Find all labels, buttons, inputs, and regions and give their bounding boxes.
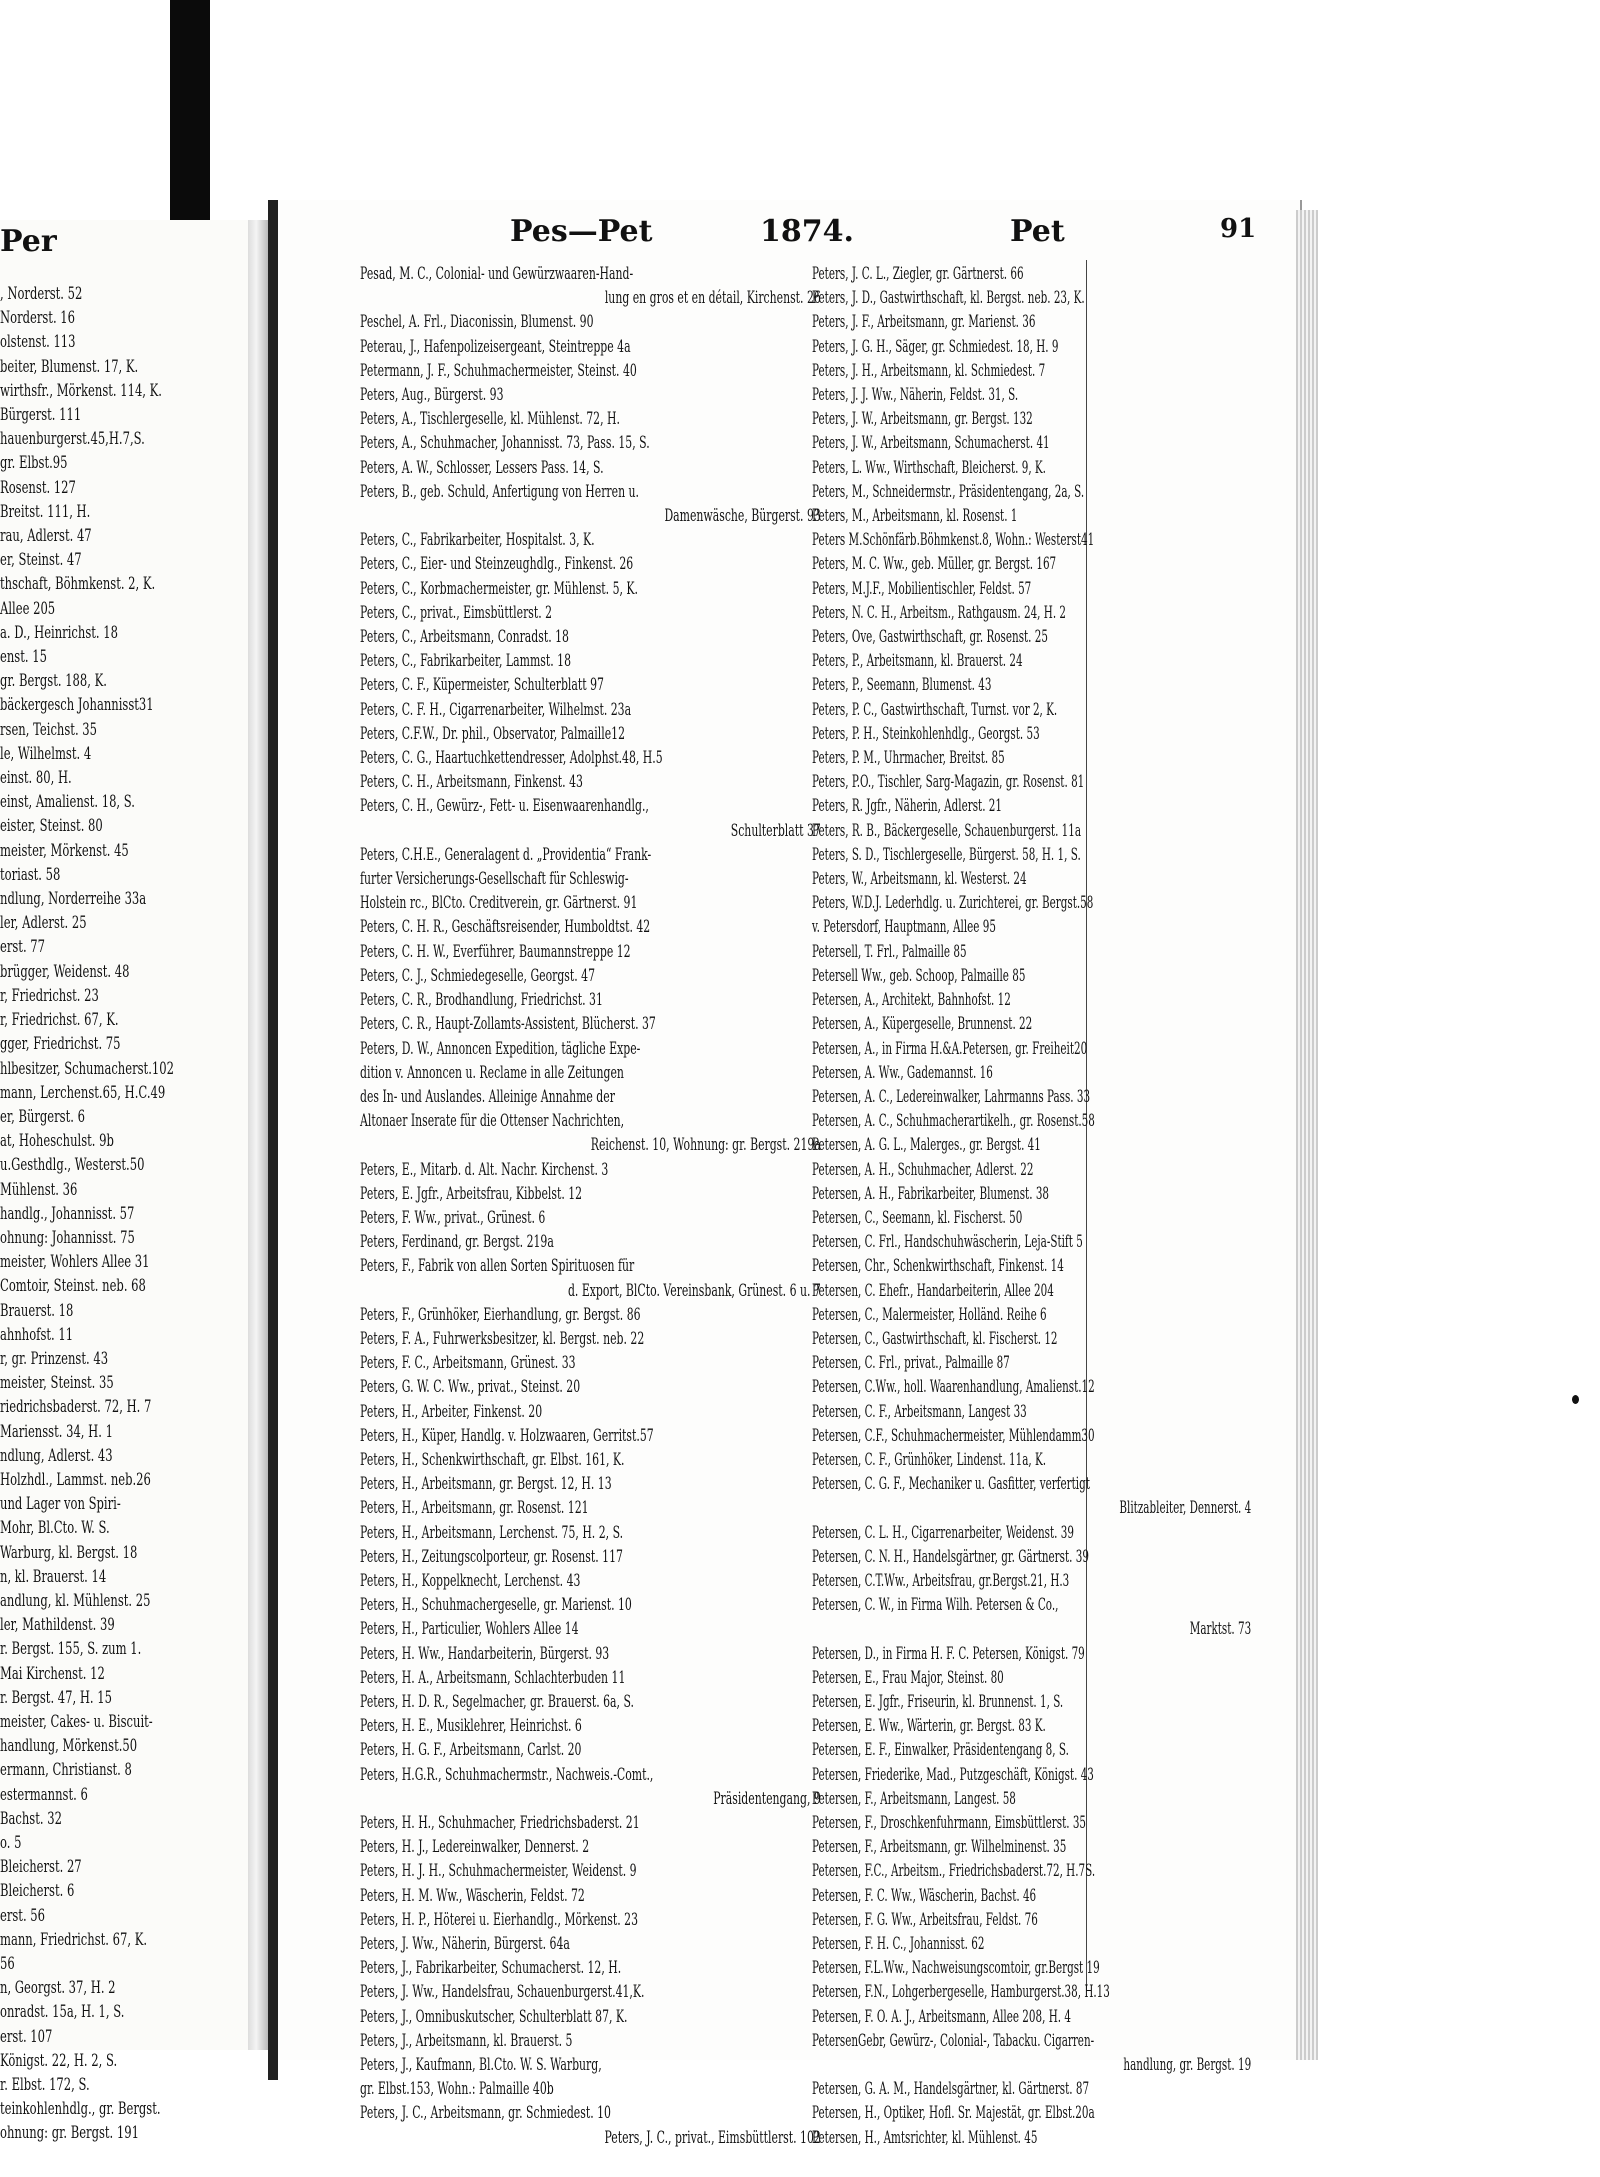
directory-entry-line: er, Bürgerst. 6 xyxy=(0,1106,85,1127)
directory-entry-line: Peters, J. C., privat., Eimsbüttlerst. 102 xyxy=(604,2127,821,2148)
directory-entry-line: Bleicherst. 27 xyxy=(0,1857,82,1878)
directory-entry-line: Peters, J. G. H., Säger, gr. Schmiedest. 18, H. 9 xyxy=(812,336,1059,357)
page-number: 91 xyxy=(1220,214,1257,244)
directory-entry-line: Petersen, F. H. C., Johannisst. 62 xyxy=(812,1934,985,1955)
directory-entry-line: Peters M.Schönfärb.Böhmkenst.8, Wohn.: Westerst41 xyxy=(812,530,1095,551)
directory-entry-line: Peters, J. C., Arbeitsmann, gr. Schmiedest. 10 xyxy=(360,2103,611,2124)
directory-entry-line: Mühlenst. 36 xyxy=(0,1179,78,1200)
directory-entry-line: Peters, H. E., Musiklehrer, Heinrichst. 6 xyxy=(360,1716,582,1737)
directory-entry-line: Peters, F. A., Fuhrwerksbesitzer, kl. Bergst. neb. 22 xyxy=(360,1328,645,1349)
directory-entry-line: hlbesitzer, Schumacherst.102 xyxy=(0,1058,174,1079)
directory-entry-line: Bachst. 32 xyxy=(0,1808,62,1829)
directory-entry-line: Rosenst. 127 xyxy=(0,477,76,498)
directory-entry-line: Peters, N. C. H., Arbeitsm., Rathgausm. 24, H. 2 xyxy=(812,602,1067,623)
directory-entry-line: Holzhdl., Lammst. neb.26 xyxy=(0,1469,151,1490)
directory-entry-line: Petersen, F. C. Ww., Wäscherin, Bachst. 46 xyxy=(812,1885,1037,1906)
directory-entry-line: Petersen, G. A. M., Handelsgärtner, kl. Gärtnerst. 87 xyxy=(812,2079,1090,2100)
header-year: 1874. xyxy=(760,214,854,249)
directory-entry-line: Peters, W.D.J. Lederhdlg. u. Zurichterei, gr. Bergst.58 xyxy=(812,893,1094,914)
directory-entry-line: Peters, H., Arbeitsmann, gr. Rosenst. 121 xyxy=(360,1498,589,1519)
directory-entry-line: meister, Steinst. 35 xyxy=(0,1373,114,1394)
directory-entry-line: Petersen, H., Optiker, Hofl. Sr. Majestät, gr. Elbst.20a xyxy=(812,2103,1095,2124)
directory-entry-line: handlung, Mörkenst.50 xyxy=(0,1736,138,1757)
directory-entry-line: Peters, C.H.E., Generalagent d. „Providentia“ Frank- xyxy=(360,844,652,865)
directory-entry-line: toriast. 58 xyxy=(0,864,61,885)
directory-entry-line: Petersen, C. W., in Firma Wilh. Petersen & Co., xyxy=(812,1595,1059,1616)
directory-entry-line: teinkohlenhdlg., gr. Bergst. xyxy=(0,2099,161,2120)
directory-entry-line: Peters, H. M. Ww., Wäscherin, Feldst. 72 xyxy=(360,1885,585,1906)
directory-entry-line: Petersen, C. Frl., privat., Palmaille 87 xyxy=(812,1353,1010,1374)
left-page-header: Per xyxy=(0,224,57,259)
directory-entry-line: handlg., Johannisst. 57 xyxy=(0,1203,135,1224)
directory-entry-line: Petersen, E. F., Einwalker, Präsidentengang 8, S. xyxy=(812,1740,1069,1761)
directory-entry-line: Peters, H. P., Höterei u. Eierhandlg., Mörkenst. 23 xyxy=(360,1909,639,1930)
directory-entry-line: Petersen, F. G. Ww., Arbeitsfrau, Feldst. 76 xyxy=(812,1909,1038,1930)
directory-entry-line: andlung, kl. Mühlenst. 25 xyxy=(0,1590,151,1611)
directory-entry-line: Peters, P. M., Uhrmacher, Breitst. 85 xyxy=(812,748,1005,769)
directory-entry-line: Petersen, A., Küpergeselle, Brunnenst. 22 xyxy=(812,1014,1033,1035)
open-book-scan xyxy=(0,200,1330,2148)
directory-entry-line: r, gr. Prinzenst. 43 xyxy=(0,1348,109,1369)
directory-entry-line: wirthsfr., Mörkenst. 114, K. xyxy=(0,380,162,401)
directory-entry-line: gger, Friedrichst. 75 xyxy=(0,1034,121,1055)
directory-entry-line: Comtoir, Steinst. neb. 68 xyxy=(0,1276,146,1297)
directory-entry-line: Peschel, A. Frl., Diaconissin, Blumenst. 90 xyxy=(360,312,594,333)
directory-entry-line: Peters, H., Arbeiter, Finkenst. 20 xyxy=(360,1401,543,1422)
directory-entry-line: Peters, J., Fabrikarbeiter, Schumacherst. 12, H. xyxy=(360,1958,622,1979)
directory-entry-line: des In- und Auslandes. Alleinige Annahme der xyxy=(360,1086,615,1107)
directory-entry-line: Altonaer Inserate für die Ottenser Nachrichten, xyxy=(360,1111,625,1132)
directory-entry-line: Peters, C., privat., Eimsbüttlerst. 2 xyxy=(360,602,553,623)
directory-entry-line: Königst. 22, H. 2, S. xyxy=(0,2050,118,2071)
directory-entry-line: furter Versicherungs-Gesellschaft für Schleswig- xyxy=(360,869,629,890)
directory-entry-line: Peters, F. C., Arbeitsmann, Grünest. 33 xyxy=(360,1353,576,1374)
directory-entry-line: Petersen, E. Jgfr., Friseurin, kl. Brunnenst. 1, S. xyxy=(812,1691,1064,1712)
directory-entry-line: n, kl. Brauerst. 14 xyxy=(0,1566,107,1587)
directory-entry-line: Petersen, H., Amtsrichter, kl. Mühlenst. 45 xyxy=(812,2127,1038,2148)
directory-entry-line: Peters, M., Schneidermstr., Präsidentengang, 2a, S. xyxy=(812,481,1085,502)
directory-entry-line: Peters, H.G.R., Schuhmachermstr., Nachweis.-Comt., xyxy=(360,1764,654,1785)
directory-entry-line: Peters, L. Ww., Wirthschaft, Bleicherst. 9, K. xyxy=(812,457,1046,478)
directory-entry-line: Peters, M. C. Ww., geb. Müller, gr. Bergst. 167 xyxy=(812,554,1057,575)
directory-entry-line: Peters, J., Arbeitsmann, kl. Brauerst. 5 xyxy=(360,2030,573,2051)
directory-entry-line: Petersen, A. Ww., Gademannst. 16 xyxy=(812,1062,993,1083)
page-stack-edge xyxy=(1296,210,1318,2060)
directory-entry-line: Peters, H. J. H., Schuhmachermeister, Weidenst. 9 xyxy=(360,1861,637,1882)
directory-entry-line: o. 5 xyxy=(0,1833,22,1853)
directory-entry-line: r. Bergst. 47, H. 15 xyxy=(0,1687,112,1708)
directory-entry-line: lung en gros et en détail, Kirchenst. 26 xyxy=(604,288,821,309)
directory-entry-line: Peters, E., Mitarb. d. Alt. Nachr. Kirchenst. 3 xyxy=(360,1159,609,1180)
directory-entry-line: Peters, P., Seemann, Blumenst. 43 xyxy=(812,675,992,696)
directory-entry-line: Peters, C. H. W., Everführer, Baumannstreppe 12 xyxy=(360,941,631,962)
directory-entry-line: enst. 15 xyxy=(0,647,47,668)
directory-entry-line: Peters, H. D. R., Segelmacher, gr. Brauerst. 6a, S. xyxy=(360,1691,634,1712)
directory-entry-line: Peters, J. J. Ww., Näherin, Feldst. 31, S. xyxy=(812,385,1019,406)
directory-entry-line: Peters, F., Fabrik von allen Sorten Spirituosen für xyxy=(360,1256,635,1277)
directory-entry-line: Peters, J., Kaufmann, Bl.Cto. W. S. Warburg, xyxy=(360,2055,602,2076)
directory-entry-line: Peters, Ferdinand, gr. Bergst. 219a xyxy=(360,1232,554,1253)
directory-entry-line: Peters, C. J., Schmiedegeselle, Georgst. 47 xyxy=(360,965,596,986)
directory-entry-line: Brauerst. 18 xyxy=(0,1300,74,1321)
directory-entry-line: Petersen, C., Seemann, kl. Fischerst. 50 xyxy=(812,1207,1023,1228)
directory-entry-line: Peters, B., geb. Schuld, Anfertigung von Herren u. xyxy=(360,481,640,502)
directory-entry-line: Petersen, F., Arbeitsmann, gr. Wilhelminenst. 35 xyxy=(812,1837,1067,1858)
directory-entry-line: Bürgerst. 111 xyxy=(0,405,82,426)
directory-entry-line: Peters, C.F.W., Dr. phil., Observator, Palmaille12 xyxy=(360,723,626,744)
directory-entry-line: Schulterblatt 37 xyxy=(730,820,821,841)
directory-entry-line: Peters, J., Omnibuskutscher, Schulterblatt 87, K. xyxy=(360,2006,628,2027)
directory-entry-line: v. Petersdorf, Hauptmann, Allee 95 xyxy=(812,917,996,938)
directory-entry-line: Peters, Ove, Gastwirthschaft, gr. Rosenst. 25 xyxy=(812,627,1048,648)
directory-entry-line: r. Elbst. 172, S. xyxy=(0,2075,90,2096)
directory-entry-line: Peters, H. J., Ledereinwalker, Dennerst. 2 xyxy=(360,1837,590,1858)
directory-entry-line: d. Export, BlCto. Vereinsbank, Grünest. 6 u. 7 xyxy=(567,1280,821,1301)
directory-entry-line: a. D., Heinrichst. 18 xyxy=(0,622,118,643)
directory-entry-line: Mai Kirchenst. 12 xyxy=(0,1663,105,1684)
directory-entry-line: Peters, H., Particulier, Wohlers Allee 14 xyxy=(360,1619,579,1640)
directory-entry-line: Pesad, M. C., Colonial- und Gewürzwaaren-Hand- xyxy=(360,264,634,284)
directory-entry-line: Petersen, Friederike, Mad., Putzgeschäft, Königst. 43 xyxy=(812,1764,1094,1785)
directory-entry-line: Peters, C. H., Arbeitsmann, Finkenst. 43 xyxy=(360,772,583,793)
directory-entry-line: mann, Lerchenst.65, H.C.49 xyxy=(0,1082,166,1103)
directory-entry-line: er, Steinst. 47 xyxy=(0,550,82,571)
right-page xyxy=(280,200,1302,2148)
directory-entry-line: Peters, C. F. H., Cigarrenarbeiter, Wilhelmst. 23a xyxy=(360,699,632,720)
directory-entry-line: thschaft, Böhmkenst. 2, K. xyxy=(0,574,156,595)
directory-entry-line: Peters, M.J.F., Mobilientischler, Feldst. 57 xyxy=(812,578,1032,599)
directory-entry-line: 56 xyxy=(0,1954,15,1975)
directory-entry-line: Peters, P., Arbeitsmann, kl. Brauerst. 24 xyxy=(812,651,1023,672)
directory-entry-line: Peters, H. Ww., Handarbeiterin, Bürgerst. 93 xyxy=(360,1643,610,1664)
directory-entry-line: ohnung: gr. Bergst. 191 xyxy=(0,2123,139,2144)
directory-entry-line: Peters, S. D., Tischlergeselle, Bürgerst. 58, H. 1, S. xyxy=(812,844,1081,865)
left-page xyxy=(0,220,262,2144)
directory-entry-line: ndlung, Adlerst. 43 xyxy=(0,1445,113,1466)
directory-entry-line: Peters, J. D., Gastwirthschaft, kl. Bergst. neb. 23, K. xyxy=(812,288,1085,309)
directory-entry-line: einst. 80, H. xyxy=(0,768,72,789)
directory-entry-line: Petersen, C. F., Grünhöker, Lindenst. 11a, K. xyxy=(812,1449,1047,1470)
header-range-right: Pet xyxy=(1010,214,1065,249)
directory-entry-line: Reichenst. 10, Wohnung: gr. Bergst. 219a xyxy=(590,1135,821,1156)
directory-entry-line: Peters, A., Tischlergeselle, kl. Mühlenst. 72, H. xyxy=(360,409,620,430)
directory-entry-line: gr. Bergst. 188, K. xyxy=(0,671,107,692)
directory-entry-line: Peters, C. R., Brodhandlung, Friedrichst. 31 xyxy=(360,990,603,1011)
directory-entry-line: mann, Friedrichst. 67, K. xyxy=(0,1929,148,1950)
directory-entry-line: Petermann, J. F., Schuhmachermeister, Steinst. 40 xyxy=(360,360,637,381)
directory-entry-line: Peters, G. W. C. Ww., privat., Steinst. 20 xyxy=(360,1377,581,1398)
directory-entry-line: Präsidentengang, 9 xyxy=(713,1788,821,1809)
directory-entry-line: Petersen, F.C., Arbeitsm., Friedrichsbaderst.72, H.7S. xyxy=(812,1861,1096,1882)
directory-entry-line: r, Friedrichst. 23 xyxy=(0,985,99,1006)
directory-entry-line: Peters, Aug., Bürgerst. 93 xyxy=(360,385,504,406)
directory-entry-line: Bleicherst. 6 xyxy=(0,1881,75,1902)
directory-entry-line: Peters, H., Arbeitsmann, gr. Bergst. 12, H. 13 xyxy=(360,1474,612,1495)
directory-entry-line: Holstein rc., BlCto. Creditverein, gr. Gärtnerst. 91 xyxy=(360,893,638,914)
directory-entry-line: Peters, H., Koppelknecht, Lerchenst. 43 xyxy=(360,1570,581,1591)
directory-entry-line: gr. Elbst.153, Wohn.: Palmaille 40b xyxy=(360,2079,554,2100)
left-page-entries xyxy=(0,282,256,2146)
directory-entry-line: Peters, J. C. L., Ziegler, gr. Gärtnerst. 66 xyxy=(812,264,1024,284)
directory-entry-line: Peters, C., Korbmachermeister, gr. Mühlenst. 5, K. xyxy=(360,578,639,599)
directory-entry-line: Petersen, C.Ww., holl. Waarenhandlung, Amalienst.12 xyxy=(812,1377,1095,1398)
directory-entry-line: erst. 56 xyxy=(0,1905,46,1926)
directory-entry-line: Petersen, C. G. F., Mechaniker u. Gasfitter, verfertigt xyxy=(812,1474,1090,1495)
directory-entry-line: ohnung: Johannisst. 75 xyxy=(0,1227,135,1248)
ink-speck xyxy=(1572,1395,1579,1404)
directory-entry-line: Peters, W., Arbeitsmann, kl. Westerst. 24 xyxy=(812,869,1027,890)
directory-entry-line: Peters, J. H., Arbeitsmann, kl. Schmiedest. 7 xyxy=(812,360,1046,381)
directory-entry-line: Peters, C., Fabrikarbeiter, Lammst. 18 xyxy=(360,651,571,672)
directory-entry-line: erst. 107 xyxy=(0,2026,53,2047)
directory-entry-line: Peters, C., Arbeitsmann, Conradst. 18 xyxy=(360,627,569,648)
directory-entry-line: Petersen, E. Ww., Wärterin, gr. Bergst. 83 K. xyxy=(812,1716,1046,1737)
directory-entry-line: brügger, Weidenst. 48 xyxy=(0,961,130,982)
directory-entry-line: Petersen, C., Malermeister, Holländ. Reihe 6 xyxy=(812,1304,1047,1325)
directory-entry-line: Petersen, D., in Firma H. F. C. Petersen, Königst. 79 xyxy=(812,1643,1085,1664)
directory-entry-line: Petersell Ww., geb. Schoop, Palmaille 85 xyxy=(812,965,1026,986)
directory-entry-line: olstenst. 113 xyxy=(0,332,76,353)
directory-entry-line: Peters, J. Ww., Näherin, Bürgerst. 64a xyxy=(360,1934,570,1955)
directory-entry-line: bäckergesch Johannisst31 xyxy=(0,695,154,716)
directory-entry-line: ler, Mathildenst. 39 xyxy=(0,1615,115,1636)
directory-entry-line: Peters, D. W., Annoncen Expedition, tägliche Expe- xyxy=(360,1038,641,1059)
directory-entry-line: le, Wilhelmst. 4 xyxy=(0,743,92,764)
directory-entry-line: , Norderst. 52 xyxy=(0,284,83,304)
directory-entry-line: Petersen, F., Droschkenfuhrmann, Eimsbüttlerst. 35 xyxy=(812,1813,1087,1833)
directory-entry-line: onradst. 15a, H. 1, S. xyxy=(0,2002,125,2023)
directory-entry-line: Breitst. 111, H. xyxy=(0,501,91,522)
directory-entry-line: einst, Amalienst. 18, S. xyxy=(0,792,135,813)
directory-entry-line: r, Friedrichst. 67, K. xyxy=(0,1010,119,1031)
directory-entry-line: Peters, C. H. R., Geschäftsreisender, Humboldtst. 42 xyxy=(360,917,651,938)
directory-entry-line: Petersen, F.L.Ww., Nachweisungscomtoir, gr.Bergst 19 xyxy=(812,1958,1100,1979)
directory-entry-line: Peters, P.O., Tischler, Sarg-Magazin, gr. Rosenst. 81 xyxy=(812,772,1085,793)
directory-entry-line: Petersen, A. G. L., Malerges., gr. Bergst. 41 xyxy=(812,1135,1041,1156)
directory-entry-line: Peters, H., Schuhmachergeselle, gr. Marienst. 10 xyxy=(360,1595,632,1616)
directory-entry-line: Peters, P. H., Steinkohlenhdlg., Georgst. 53 xyxy=(812,723,1040,744)
directory-entry-line: Peterau, J., Hafenpolizeisergeant, Steintreppe 4a xyxy=(360,336,631,357)
directory-entry-line: rau, Adlerst. 47 xyxy=(0,526,92,547)
directory-entry-line: Petersen, C. F., Arbeitsmann, Langest 33 xyxy=(812,1401,1027,1422)
directory-entry-line: ermann, Christianst. 8 xyxy=(0,1760,132,1781)
directory-entry-line: Petersen, C. N. H., Handelsgärtner, gr. Gärtnerst. 39 xyxy=(812,1546,1089,1567)
directory-entry-line: Peters, J. F., Arbeitsmann, gr. Marienst. 36 xyxy=(812,312,1036,333)
directory-entry-line: Damenwäsche, Bürgerst. 93 xyxy=(664,506,821,527)
directory-entry-line: PetersenGebr, Gewürz-, Colonial-, Tabacku. Cigarren- xyxy=(812,2030,1095,2051)
directory-entry-line: Peters, C. F., Küpermeister, Schulterblatt 97 xyxy=(360,675,604,696)
directory-entry-line: Peters, C. H., Gewürz-, Fett- u. Eisenwaarenhandlg., xyxy=(360,796,649,817)
directory-entry-line: erst. 77 xyxy=(0,937,46,958)
directory-entry-line: Peters, R. Jgfr., Näherin, Adlerst. 21 xyxy=(812,796,1003,817)
directory-entry-line: dition v. Annoncen u. Reclame in alle Zeitungen xyxy=(360,1062,624,1083)
directory-entry-line: at, Hoheschulst. 9b xyxy=(0,1131,114,1152)
directory-entry-line: Petersen, F. O. A. J., Arbeitsmann, Allee 208, H. 4 xyxy=(812,2006,1071,2027)
directory-column-2 xyxy=(812,262,1532,2150)
directory-entry-line: Peters, J. Ww., Handelsfrau, Schauenburgerst.41,K. xyxy=(360,1982,645,2003)
directory-entry-line: ler, Adlerst. 25 xyxy=(0,913,87,934)
directory-entry-line: Petersen, A., Architekt, Bahnhofst. 12 xyxy=(812,990,1011,1011)
directory-entry-line: Mohr, Bl.Cto. W. S. xyxy=(0,1518,110,1539)
directory-entry-line: Peters, F. Ww., privat., Grünest. 6 xyxy=(360,1207,546,1228)
directory-entry-line: eister, Steinst. 80 xyxy=(0,816,103,837)
directory-entry-line: r. Bergst. 155, S. zum 1. xyxy=(0,1639,142,1660)
directory-entry-line: Petersen, C. Ehefr., Handarbeiterin, Allee 204 xyxy=(812,1280,1054,1301)
directory-entry-line: Petersen, A., in Firma H.&A.Petersen, gr. Freiheit20 xyxy=(812,1038,1088,1059)
directory-entry-line: Blitzableiter, Dennerst. 4 xyxy=(1119,1498,1252,1519)
directory-entry-line: Peters, H., Schenkwirthschaft, gr. Elbst. 161, K. xyxy=(360,1449,625,1470)
directory-entry-line: Allee 205 xyxy=(0,598,56,619)
directory-entry-line: Peters, H. A., Arbeitsmann, Schlachterbuden 11 xyxy=(360,1667,626,1688)
directory-entry-line: Peters, C., Fabrikarbeiter, Hospitalst. 3, K. xyxy=(360,530,595,551)
directory-entry-line: handlung, gr. Bergst. 19 xyxy=(1123,2055,1252,2076)
directory-entry-line: Petersen, C., Gastwirthschaft, kl. Fischerst. 12 xyxy=(812,1328,1058,1349)
directory-entry-line: Petersen, C.T.Ww., Arbeitsfrau, gr.Bergst.21, H.3 xyxy=(812,1570,1070,1591)
directory-entry-line: Petersen, C. Frl., Handschuhwäscherin, Leja-Stift 5 xyxy=(812,1232,1083,1253)
directory-entry-line: Peters, H., Zeitungscolporteur, gr. Rosenst. 117 xyxy=(360,1546,623,1567)
directory-entry-line: Petersen, F., Arbeitsmann, Langest. 58 xyxy=(812,1788,1016,1809)
directory-entry-line: gr. Elbst.95 xyxy=(0,453,68,474)
directory-entry-line: Peters, H., Arbeitsmann, Lerchenst. 75, H. 2, S. xyxy=(360,1522,624,1543)
directory-entry-line: Peters, C., Eier- und Steinzeughdlg., Finkenst. 26 xyxy=(360,554,634,575)
directory-entry-line: Peters, H. G. F., Arbeitsmann, Carlst. 20 xyxy=(360,1740,582,1761)
book-gutter xyxy=(268,200,278,2080)
directory-entry-line: beiter, Blumenst. 17, K. xyxy=(0,356,139,377)
directory-entry-line: Marktst. 73 xyxy=(1189,1619,1252,1640)
directory-entry-line: Petersen, A. H., Schuhmacher, Adlerst. 22 xyxy=(812,1159,1034,1180)
directory-entry-line: Peters, H., Küper, Handlg. v. Holzwaaren, Gerritst.57 xyxy=(360,1425,654,1446)
directory-entry-line: u.Gesthdlg., Westerst.50 xyxy=(0,1155,145,1176)
directory-entry-line: meister, Cakes- u. Biscuit- xyxy=(0,1711,153,1732)
directory-entry-line: Petersen, E., Frau Major, Steinst. 80 xyxy=(812,1667,1004,1688)
directory-entry-line: n, Georgst. 37, H. 2 xyxy=(0,1978,116,1999)
directory-entry-line: Peters, H. H., Schuhmacher, Friedrichsbaderst. 21 xyxy=(360,1813,640,1833)
directory-entry-line: estermannst. 6 xyxy=(0,1784,88,1805)
directory-entry-line: Peters, M., Arbeitsmann, kl. Rosenst. 1 xyxy=(812,506,1018,527)
directory-entry-line: und Lager von Spiri- xyxy=(0,1494,121,1515)
directory-entry-line: Petersen, F.N., Lohgerbergeselle, Hamburgerst.38, H.13 xyxy=(812,1982,1110,2003)
directory-entry-line: Petersen, A. H., Fabrikarbeiter, Blumenst. 38 xyxy=(812,1183,1050,1204)
header-range-left: Pes—Pet xyxy=(510,214,653,249)
directory-entry-line: Warburg, kl. Bergst. 18 xyxy=(0,1542,138,1563)
directory-entry-line: Peters, E. Jgfr., Arbeitsfrau, Kibbelst. 12 xyxy=(360,1183,583,1204)
directory-entry-line: Peters, A. W., Schlosser, Lessers Pass. 14, S. xyxy=(360,457,604,478)
directory-entry-line: Peters, J. W., Arbeitsmann, Schumacherst. 41 xyxy=(812,433,1050,454)
directory-entry-line: Peters, P. C., Gastwirthschaft, Turnst. vor 2, K. xyxy=(812,699,1058,720)
directory-entry-line: Petersen, C.F., Schuhmachermeister, Mühlendamm30 xyxy=(812,1425,1095,1446)
running-header xyxy=(280,214,1280,254)
directory-entry-line: Petersen, Chr., Schenkwirthschaft, Finkenst. 14 xyxy=(812,1256,1064,1277)
directory-entry-line: rsen, Teichst. 35 xyxy=(0,719,98,740)
directory-entry-line: Petersen, A. C., Schuhmacherartikelh., gr. Rosenst.58 xyxy=(812,1111,1095,1132)
directory-entry-line: Peters, C. R., Haupt-Zollamts-Assistent, Blücherst. 37 xyxy=(360,1014,656,1035)
directory-entry-line: ndlung, Norderreihe 33a xyxy=(0,889,147,910)
directory-entry-line: Peters, A., Schuhmacher, Johannisst. 73, Pass. 15, S. xyxy=(360,433,650,454)
directory-entry-line: Peters, F., Grünhöker, Eierhandlung, gr. Bergst. 86 xyxy=(360,1304,641,1325)
directory-entry-line: Peters, C. G., Haartuchkettendresser, Adolphst.48, H.5 xyxy=(360,748,663,769)
directory-entry-line: meister, Mörkenst. 45 xyxy=(0,840,129,861)
directory-entry-line: Peters, R. B., Bäckergeselle, Schauenburgerst. 11a xyxy=(812,820,1082,841)
directory-entry-line: Mariensst. 34, H. 1 xyxy=(0,1421,113,1442)
directory-entry-line: riedrichsbaderst. 72, H. 7 xyxy=(0,1397,152,1418)
directory-entry-line: hauenburgerst.45,H.7,S. xyxy=(0,429,145,450)
directory-entry-line: Peters, J. W., Arbeitsmann, gr. Bergst. 132 xyxy=(812,409,1033,430)
directory-entry-line: Petersen, C. L. H., Cigarrenarbeiter, Weidenst. 39 xyxy=(812,1522,1074,1543)
directory-entry-line: Petersen, A. C., Ledereinwalker, Lahrmanns Pass. 33 xyxy=(812,1086,1091,1107)
directory-entry-line: Norderst. 16 xyxy=(0,308,76,329)
directory-entry-line: meister, Wohlers Allee 31 xyxy=(0,1252,150,1273)
directory-entry-line: ahnhofst. 11 xyxy=(0,1324,74,1345)
directory-entry-line: Petersell, T. Frl., Palmaille 85 xyxy=(812,941,967,962)
